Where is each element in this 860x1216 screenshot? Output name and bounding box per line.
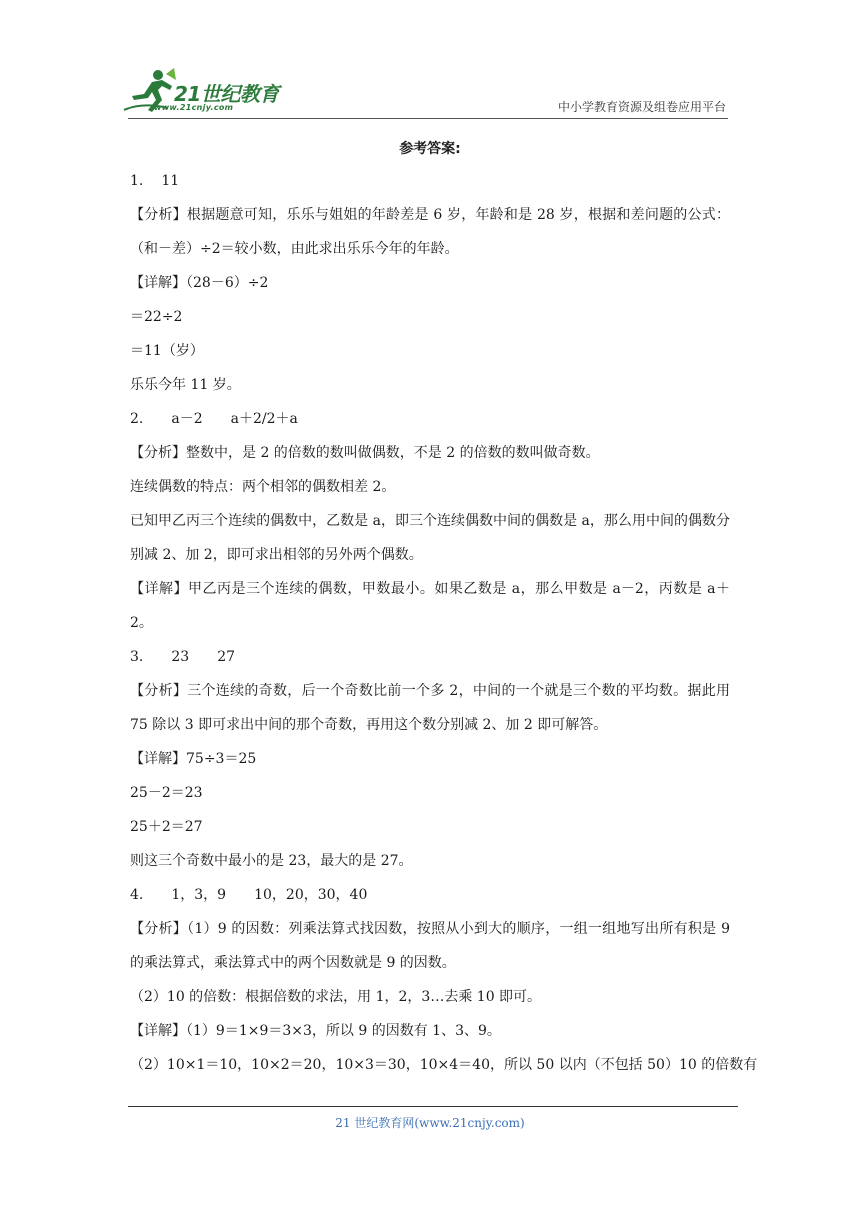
answer-3-detail-line: 25－2＝23: [130, 785, 203, 801]
answer-1-detail-line: ＝22÷2: [130, 309, 183, 325]
answer-value: 27: [217, 649, 236, 665]
footer-divider: [128, 1106, 738, 1107]
logo: [122, 66, 292, 118]
answer-number: 2.: [130, 411, 144, 427]
answer-value: a－2: [171, 411, 203, 427]
answer-4-analysis: 【分析】（1）9 的因数：列乘法算式找因数，按照从小到大的顺序，一组一组地写出所有积是 9 的乘法算式，乘法算式中的两个因数就是 9 的因数。: [130, 921, 730, 971]
logo-url: www.21cnjy.com: [154, 103, 234, 112]
logo-text: 21世纪教育: [174, 82, 279, 106]
page-footer: 21 世纪教育网(www.21cnjy.com): [335, 1116, 525, 1130]
answer-2-analysis-line: 已知甲乙丙三个连续的偶数中，乙数是 a，即三个连续偶数中间的偶数是 a，那么用中间的偶数分别减 2、加 2，即可求出相邻的另外两个偶数。: [130, 513, 730, 563]
header-divider: [128, 118, 728, 119]
answer-4-detail-1: 【详解】（1）9＝1×9＝3×3，所以 9 的因数有 1、3、9。: [130, 1023, 501, 1039]
page-header: [0, 0, 860, 122]
answer-3-analysis: 【分析】三个连续的奇数，后一个奇数比前一个多 2，中间的一个就是三个数的平均数。据此用 75 除以 3 即可求出中间的那个奇数，再用这个数分别减 2、加 2 即可解答。: [130, 683, 730, 733]
answer-1-detail-line: 【详解】（28－6）÷2: [130, 275, 269, 291]
answer-number: 4.: [130, 887, 144, 903]
answer-number: 3.: [130, 649, 144, 665]
answer-2-analysis-line: 连续偶数的特点：两个相邻的偶数相差 2。: [130, 479, 396, 495]
answer-4-detail-2: （2）10×1＝10，10×2＝20，10×3＝30，10×4＝40，所以 50 以内（不包括 50）10 的倍数有: [130, 1057, 758, 1073]
answer-2-heading: [130, 402, 730, 436]
answer-value: a＋2/2＋a: [230, 411, 298, 427]
answer-value: 10，20，30，40: [254, 887, 368, 903]
answer-4-analysis-2: （2）10 的倍数：根据倍数的求法，用 1，2，3…去乘 10 即可。: [130, 989, 542, 1005]
platform-label: 中小学教育资源及组卷应用平台: [557, 100, 726, 114]
answer-value: 1，3，9: [171, 887, 227, 903]
answer-4-heading: [130, 878, 730, 912]
answer-3-heading: [130, 640, 730, 674]
answer-number: 1.: [130, 173, 144, 189]
answer-2-detail: 【详解】甲乙丙是三个连续的偶数，甲数最小。如果乙数是 a，那么甲数是 a－2，丙数是 a＋2。: [130, 581, 730, 631]
answer-3-detail-line: 则这三个奇数中最小的是 23，最大的是 27。: [130, 853, 413, 869]
answer-1-detail-line: 乐乐今年 11 岁。: [130, 377, 241, 393]
answer-value: 11: [161, 173, 180, 189]
answer-1-detail-line: ＝11（岁）: [130, 343, 204, 359]
answer-1-heading: [130, 164, 730, 198]
answer-content: [130, 130, 758, 1082]
answer-3-detail-line: 【详解】75÷3＝25: [130, 751, 257, 767]
answer-value: 23: [171, 649, 190, 665]
answer-2-analysis-line: 【分析】整数中，是 2 的倍数的数叫做偶数，不是 2 的倍数的数叫做奇数。: [130, 445, 600, 461]
answer-3-detail-line: 25＋2＝27: [130, 819, 203, 835]
page-title: 参考答案:: [399, 141, 461, 157]
answer-1-analysis: 【分析】根据题意可知，乐乐与姐姐的年龄差是 6 岁，年龄和是 28 岁，根据和差问题的公式：（和－差）÷2＝较小数，由此求出乐乐今年的年龄。: [130, 207, 730, 257]
